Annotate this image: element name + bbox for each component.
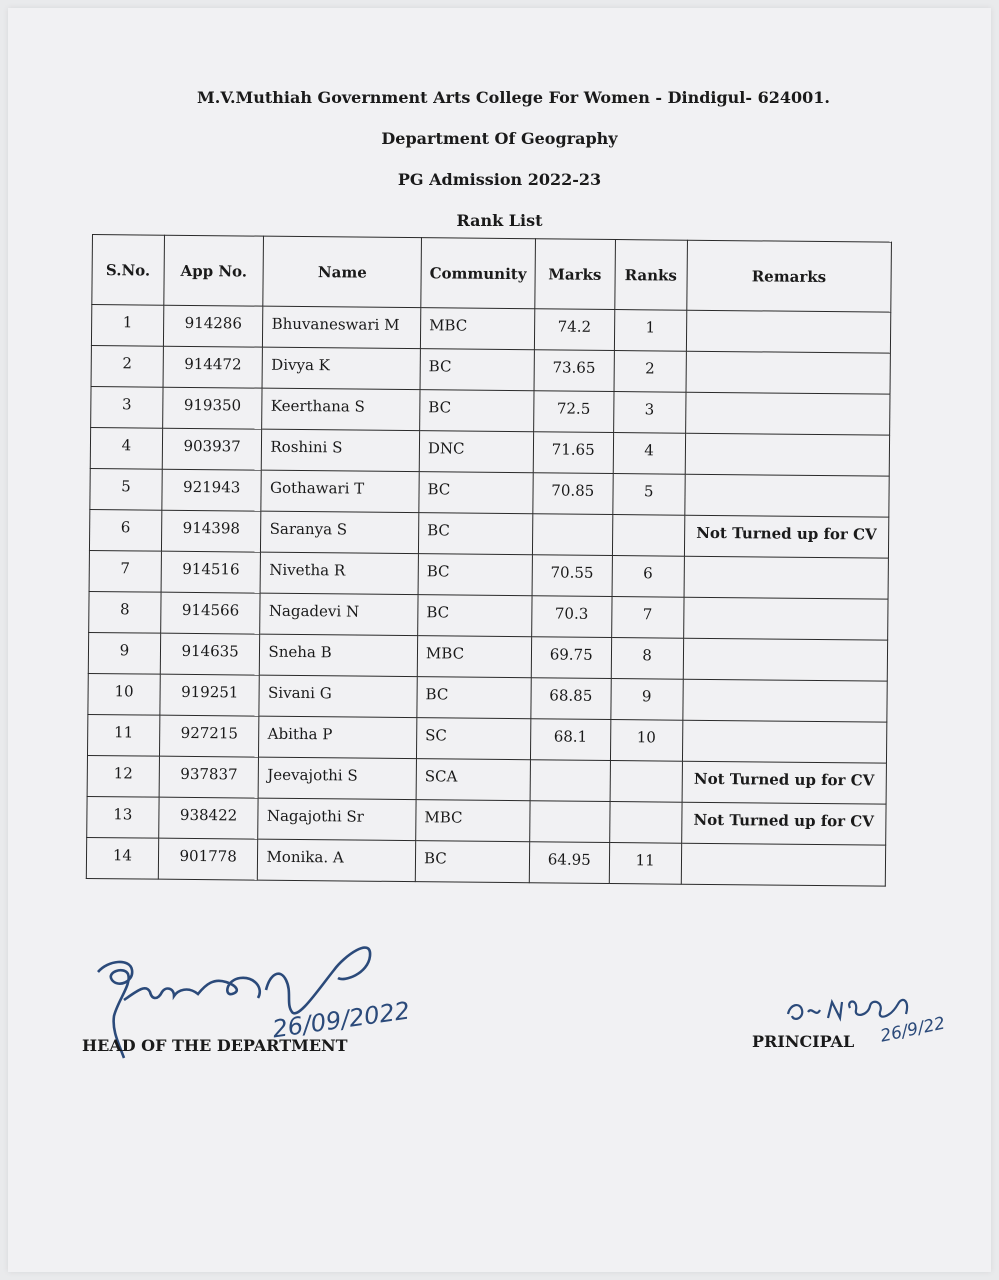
cell-name: Roshini S — [262, 429, 420, 472]
hod-date: 26/09/2022 — [270, 996, 412, 1044]
cell-remarks — [683, 597, 888, 640]
cell-marks: 71.65 — [533, 432, 613, 474]
cell-name: Jeevajothi S — [259, 757, 417, 800]
cell-marks: 73.65 — [534, 350, 614, 392]
col-sno-header: S.No. — [92, 235, 165, 306]
col-marks-header: Marks — [535, 239, 616, 310]
cell-remarks — [684, 474, 889, 517]
cell-rank: 6 — [612, 556, 684, 598]
cell-rank: 7 — [611, 597, 683, 639]
cell-community: BC — [420, 349, 534, 391]
cell-remarks — [686, 310, 891, 353]
cell-community: BC — [418, 595, 532, 637]
cell-marks: 74.2 — [534, 309, 614, 351]
cell-marks: 68.85 — [531, 678, 611, 720]
cell-marks: 68.1 — [530, 719, 610, 761]
cell-sno: 11 — [87, 714, 159, 756]
cell-name: Bhuvaneswari M — [263, 306, 421, 349]
cell-appno: 919251 — [160, 674, 260, 716]
cell-sno: 7 — [89, 550, 161, 592]
cell-sno: 2 — [91, 345, 163, 387]
cell-appno: 914566 — [161, 592, 261, 634]
cell-rank: 11 — [609, 842, 681, 884]
cell-sno: 5 — [90, 468, 162, 510]
cell-marks: 64.95 — [529, 842, 609, 884]
cell-marks: 72.5 — [533, 391, 613, 433]
cell-appno: 937837 — [159, 756, 259, 798]
cell-community: BC — [420, 390, 534, 432]
cell-name: Nivetha R — [261, 552, 419, 595]
cell-sno: 8 — [89, 591, 161, 633]
cell-remarks: Not Turned up for CV — [682, 761, 887, 804]
table-body — [86, 305, 890, 887]
cell-remarks — [684, 556, 889, 599]
cell-appno: 903937 — [162, 428, 262, 470]
cell-appno: 914286 — [163, 305, 263, 347]
cell-appno: 914635 — [160, 633, 260, 675]
cell-appno: 914398 — [161, 510, 261, 552]
col-community-header: Community — [421, 238, 536, 309]
cell-sno: 3 — [91, 386, 163, 428]
cell-marks: 70.55 — [532, 555, 612, 597]
cell-sno: 12 — [87, 755, 159, 797]
col-name-header: Name — [263, 236, 421, 308]
cell-marks — [532, 514, 612, 556]
table-row — [86, 837, 885, 886]
cell-appno: 901778 — [158, 838, 258, 880]
cell-rank — [610, 760, 682, 802]
cell-rank: 9 — [611, 679, 683, 721]
cell-name: Saranya S — [261, 511, 419, 554]
cell-appno: 914516 — [161, 551, 261, 593]
cell-community: MBC — [416, 800, 530, 842]
col-remarks-header: Remarks — [686, 240, 891, 312]
cell-remarks: Not Turned up for CV — [684, 515, 889, 558]
cell-remarks — [685, 392, 890, 435]
cell-name: Gothawari T — [261, 470, 419, 513]
cell-rank: 5 — [613, 474, 685, 516]
col-ranks-header: Ranks — [614, 240, 687, 311]
cell-community: MBC — [417, 636, 531, 678]
cell-remarks — [682, 720, 887, 763]
cell-remarks — [683, 638, 888, 681]
cell-community: BC — [417, 677, 531, 719]
cell-name: Sneha B — [260, 634, 418, 677]
cell-name: Keerthana S — [262, 388, 420, 431]
cell-appno: 927215 — [159, 715, 259, 757]
cell-remarks — [685, 433, 890, 476]
cell-sno: 13 — [87, 796, 159, 838]
department-title: Department Of Geography — [381, 129, 618, 148]
cell-remarks: Not Turned up for CV — [681, 802, 886, 845]
cell-community: MBC — [420, 308, 534, 350]
college-title: M.V.Muthiah Government Arts College For Women - Dindigul- 624001. — [197, 88, 830, 107]
cell-sno: 4 — [90, 427, 162, 469]
cell-community: SC — [416, 718, 530, 760]
cell-sno: 9 — [88, 632, 160, 674]
cell-community: BC — [418, 513, 532, 555]
cell-rank: 1 — [614, 310, 686, 352]
principal-label: PRINCIPAL — [752, 1032, 855, 1051]
cell-name: Nagadevi N — [260, 593, 418, 636]
cell-appno: 914472 — [163, 346, 263, 388]
col-appno-header: App No. — [164, 235, 264, 306]
cell-community: BC — [415, 841, 529, 883]
cell-sno: 6 — [89, 509, 161, 551]
cell-community: SCA — [416, 759, 530, 801]
cell-remarks — [681, 843, 886, 886]
cell-appno: 938422 — [159, 797, 259, 839]
cell-name: Abitha P — [259, 716, 417, 759]
cell-name: Sivani G — [259, 675, 417, 718]
cell-rank — [609, 801, 681, 843]
principal-date: 26/9/22 — [878, 1013, 947, 1047]
rank-table — [86, 234, 892, 887]
cell-community: BC — [419, 472, 533, 514]
cell-name: Nagajothi Sr — [258, 798, 416, 841]
cell-name: Monika. A — [258, 839, 416, 882]
cell-rank: 4 — [613, 433, 685, 475]
admission-title: PG Admission 2022-23 — [397, 170, 602, 189]
cell-marks: 70.85 — [533, 473, 613, 515]
rank-list-title: Rank List — [456, 211, 543, 230]
cell-rank: 10 — [610, 719, 682, 761]
cell-community: BC — [418, 554, 532, 596]
hod-label: HEAD OF THE DEPARTMENT — [82, 1036, 348, 1055]
cell-remarks — [686, 351, 891, 394]
cell-appno: 921943 — [162, 469, 262, 511]
cell-name: Divya K — [262, 347, 420, 390]
cell-rank — [612, 515, 684, 557]
cell-sno: 14 — [86, 837, 158, 879]
cell-marks: 70.3 — [531, 596, 611, 638]
cell-appno: 919350 — [162, 387, 262, 429]
cell-community: DNC — [419, 431, 533, 473]
cell-marks: 69.75 — [531, 637, 611, 679]
cell-sno: 10 — [88, 673, 160, 715]
cell-rank: 8 — [611, 638, 683, 680]
cell-rank: 3 — [613, 392, 685, 434]
cell-rank: 2 — [614, 351, 686, 393]
table-header-row — [92, 235, 892, 313]
cell-sno: 1 — [91, 305, 163, 347]
cell-marks — [530, 801, 610, 843]
cell-remarks — [682, 679, 887, 722]
cell-marks — [530, 760, 610, 802]
